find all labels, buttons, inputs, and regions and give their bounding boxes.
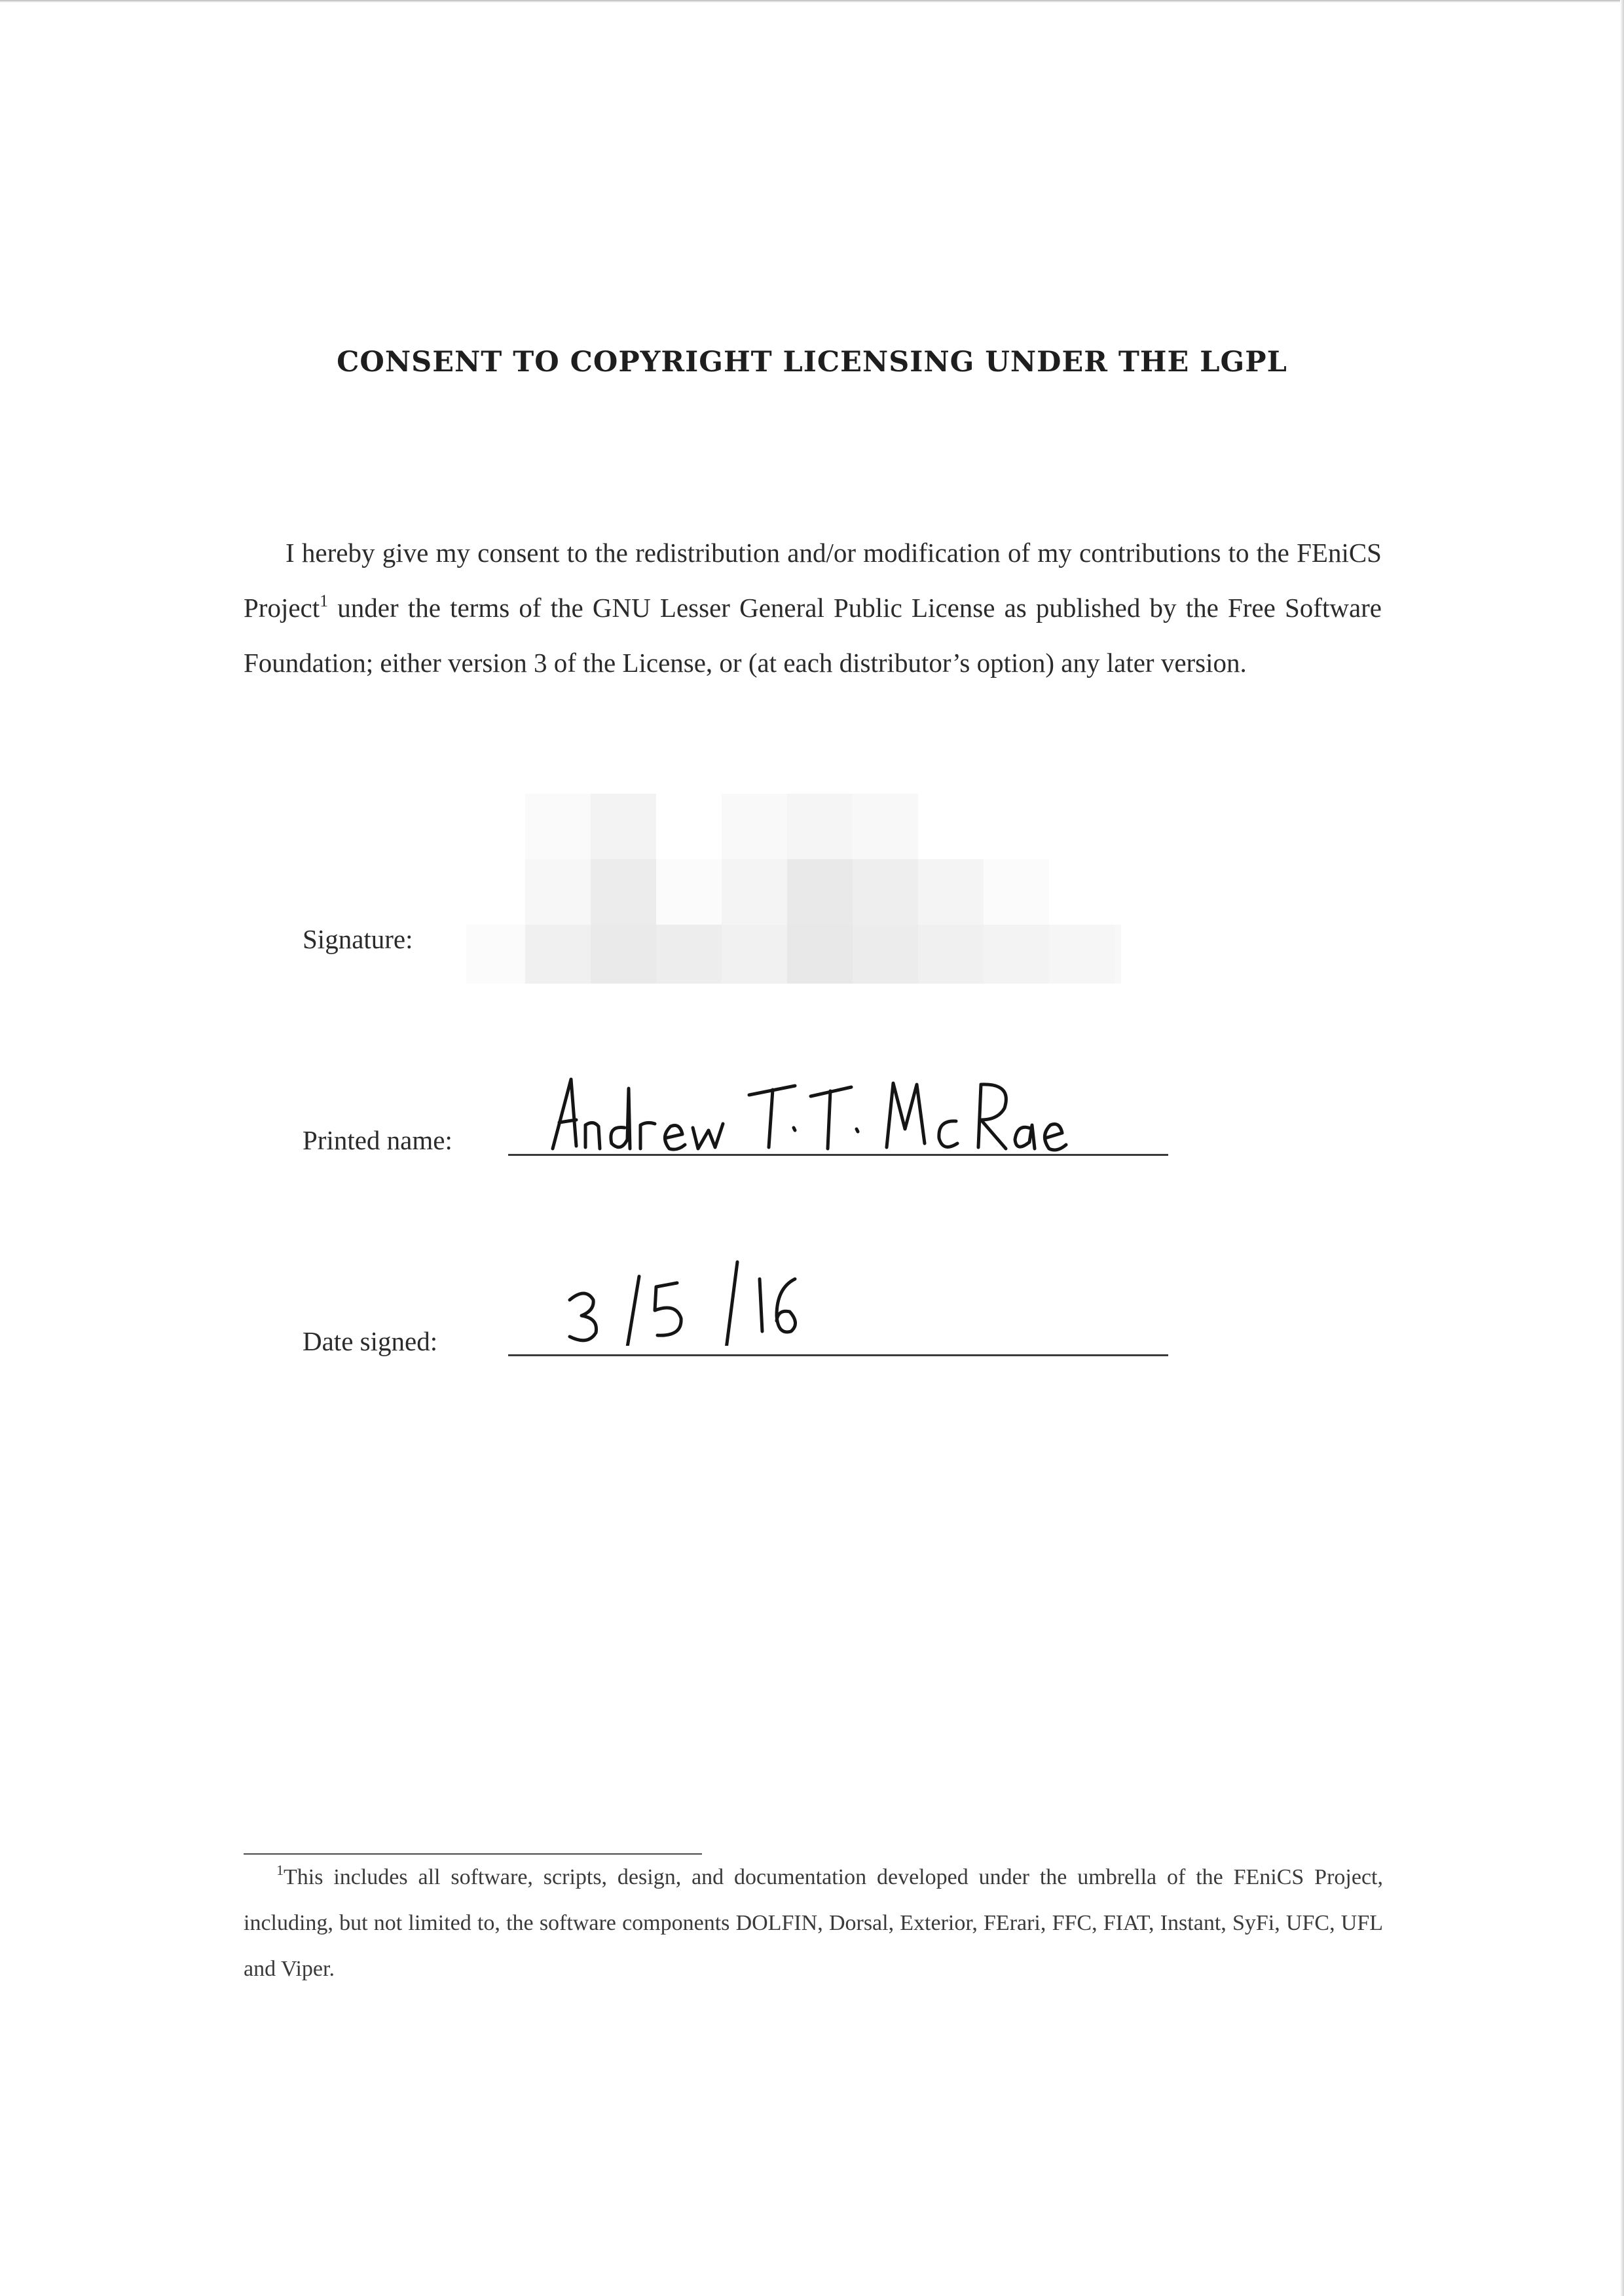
consent-text-part-2: under the terms of the GNU Lesser General Public License as published by the Free Software Foundation; either version 3 of the License, or (at each distributor’s option) any later version. <box>244 593 1382 678</box>
date-signed-line <box>508 1354 1168 1356</box>
printed-name-line <box>508 1154 1168 1156</box>
scan-top-edge <box>0 0 1624 3</box>
handwritten-date-signed <box>508 1248 1168 1346</box>
consent-paragraph <box>244 525 1382 690</box>
scan-right-edge <box>1620 0 1624 2296</box>
footnote-mark: 1 <box>276 1862 284 1878</box>
redacted-signature <box>466 794 1180 984</box>
date-signed-label: Date signed: <box>303 1326 438 1356</box>
printed-name-label: Printed name: <box>303 1125 452 1155</box>
document-title: CONSENT TO COPYRIGHT LICENSING UNDER THE LGPL <box>337 346 1287 379</box>
footnote-reference: 1 <box>320 591 329 610</box>
signature-label: Signature: <box>303 924 413 954</box>
footnote <box>244 1855 1383 1992</box>
consent-text-part-1: I hereby give my consent to the redistribution and/or modification of my contributions to the FEniCS Project <box>244 538 1382 623</box>
handwritten-printed-name <box>508 1057 1168 1155</box>
footnote-text: This includes all software, scripts, design, and documentation developed under the umbrella of the FEniCS Project, including, but not limited to, the software components DOLFIN, Dorsal, Exterior, FErari, FFC, FIAT, Instant, SyFi, UFC, UFL and Viper. <box>244 1865 1383 1981</box>
